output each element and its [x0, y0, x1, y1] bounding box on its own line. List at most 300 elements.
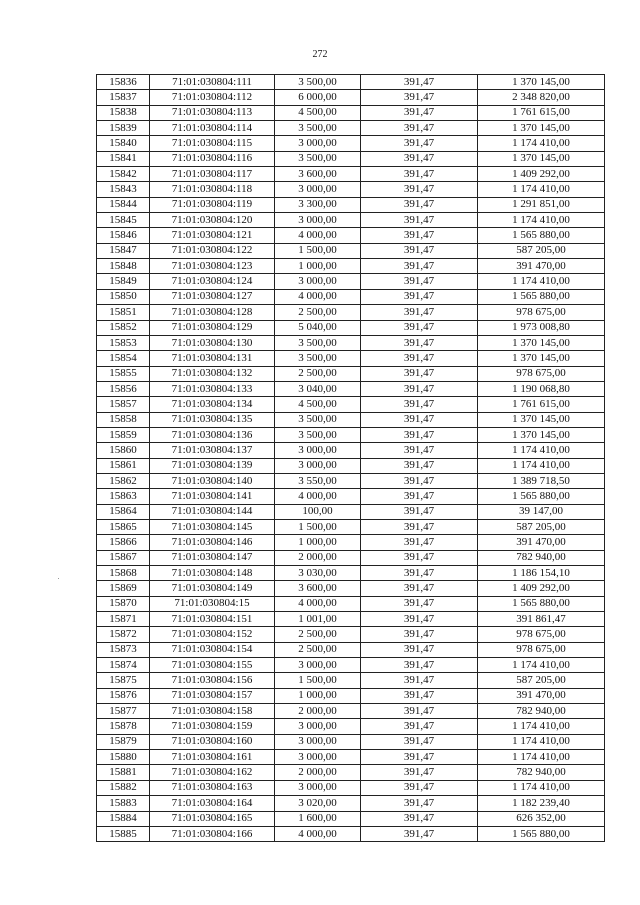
value-cell: 1 565 880,00: [478, 826, 605, 841]
table-row: [97, 412, 605, 427]
row-number-cell: 15842: [97, 167, 150, 182]
row-number-cell: 15861: [97, 458, 150, 473]
area-cell: 1 001,00: [275, 612, 361, 627]
row-number-cell: 15850: [97, 289, 150, 304]
cadastral-number-cell: 71:01:030804:122: [150, 243, 275, 258]
row-number-cell: 15873: [97, 642, 150, 657]
value-cell: 391 861,47: [478, 612, 605, 627]
value-cell: 978 675,00: [478, 627, 605, 642]
table-row: [97, 796, 605, 811]
table-row: [97, 243, 605, 258]
rate-cell: 391,47: [361, 427, 478, 442]
row-number-cell: 15881: [97, 765, 150, 780]
rate-cell: 391,47: [361, 658, 478, 673]
table-row: [97, 642, 605, 657]
rate-cell: 391,47: [361, 259, 478, 274]
rate-cell: 391,47: [361, 704, 478, 719]
cadastral-number-cell: 71:01:030804:136: [150, 427, 275, 442]
value-cell: 978 675,00: [478, 366, 605, 381]
cadastral-number-cell: 71:01:030804:154: [150, 642, 275, 657]
table-row: [97, 704, 605, 719]
area-cell: 3 000,00: [275, 780, 361, 795]
cadastral-number-cell: 71:01:030804:139: [150, 458, 275, 473]
rate-cell: 391,47: [361, 734, 478, 749]
value-cell: 782 940,00: [478, 550, 605, 565]
row-number-cell: 15840: [97, 136, 150, 151]
table-row: [97, 596, 605, 611]
cadastral-number-cell: 71:01:030804:15: [150, 596, 275, 611]
rate-cell: 391,47: [361, 397, 478, 412]
area-cell: 4 000,00: [275, 826, 361, 841]
rate-cell: 391,47: [361, 289, 478, 304]
table-row: [97, 381, 605, 396]
rate-cell: 391,47: [361, 228, 478, 243]
cadastral-number-cell: 71:01:030804:113: [150, 105, 275, 120]
cadastral-number-cell: 71:01:030804:140: [150, 473, 275, 488]
table-row: [97, 427, 605, 442]
area-cell: 3 000,00: [275, 136, 361, 151]
row-number-cell: 15882: [97, 780, 150, 795]
row-number-cell: 15836: [97, 75, 150, 90]
rate-cell: 391,47: [361, 243, 478, 258]
area-cell: 2 500,00: [275, 642, 361, 657]
table-row: [97, 289, 605, 304]
cadastral-number-cell: 71:01:030804:148: [150, 566, 275, 581]
value-cell: 1 409 292,00: [478, 167, 605, 182]
area-cell: 3 600,00: [275, 167, 361, 182]
table-row: [97, 719, 605, 734]
table-row: [97, 320, 605, 335]
row-number-cell: 15852: [97, 320, 150, 335]
rate-cell: 391,47: [361, 458, 478, 473]
area-cell: 3 600,00: [275, 581, 361, 596]
table-row: [97, 335, 605, 350]
value-cell: 1 174 410,00: [478, 734, 605, 749]
cadastral-number-cell: 71:01:030804:160: [150, 734, 275, 749]
table-row: [97, 627, 605, 642]
area-cell: 4 000,00: [275, 489, 361, 504]
table-row: [97, 351, 605, 366]
value-cell: 1 370 145,00: [478, 335, 605, 350]
row-number-cell: 15879: [97, 734, 150, 749]
rate-cell: 391,47: [361, 581, 478, 596]
row-number-cell: 15839: [97, 121, 150, 136]
area-cell: 3 500,00: [275, 121, 361, 136]
value-cell: 1 761 615,00: [478, 105, 605, 120]
row-number-cell: 15856: [97, 381, 150, 396]
cadastral-number-cell: 71:01:030804:112: [150, 90, 275, 105]
cadastral-number-cell: 71:01:030804:144: [150, 504, 275, 519]
area-cell: 1 000,00: [275, 688, 361, 703]
value-cell: 1 370 145,00: [478, 412, 605, 427]
cadastral-number-cell: 71:01:030804:165: [150, 811, 275, 826]
value-cell: 1 370 145,00: [478, 75, 605, 90]
table-row: [97, 121, 605, 136]
rate-cell: 391,47: [361, 765, 478, 780]
area-cell: 2 000,00: [275, 704, 361, 719]
value-cell: 782 940,00: [478, 765, 605, 780]
value-cell: 1 291 851,00: [478, 197, 605, 212]
area-cell: 3 000,00: [275, 458, 361, 473]
value-cell: 1 190 068,80: [478, 381, 605, 396]
row-number-cell: 15864: [97, 504, 150, 519]
cadastral-number-cell: 71:01:030804:158: [150, 704, 275, 719]
value-cell: 587 205,00: [478, 519, 605, 534]
cadastral-number-cell: 71:01:030804:156: [150, 673, 275, 688]
row-number-cell: 15845: [97, 213, 150, 228]
value-cell: 1 174 410,00: [478, 274, 605, 289]
area-cell: 2 000,00: [275, 550, 361, 565]
area-cell: 4 500,00: [275, 397, 361, 412]
value-cell: 1 370 145,00: [478, 121, 605, 136]
value-cell: 391 470,00: [478, 688, 605, 703]
cadastral-number-cell: 71:01:030804:128: [150, 305, 275, 320]
row-number-cell: 15868: [97, 566, 150, 581]
row-number-cell: 15846: [97, 228, 150, 243]
table-row: [97, 489, 605, 504]
row-number-cell: 15867: [97, 550, 150, 565]
rate-cell: 391,47: [361, 642, 478, 657]
area-cell: 3 500,00: [275, 351, 361, 366]
value-cell: 1 174 410,00: [478, 182, 605, 197]
area-cell: 3 500,00: [275, 412, 361, 427]
table-row: [97, 458, 605, 473]
rate-cell: 391,47: [361, 796, 478, 811]
table-row: [97, 105, 605, 120]
area-cell: 3 000,00: [275, 182, 361, 197]
rate-cell: 391,47: [361, 105, 478, 120]
area-cell: 3 030,00: [275, 566, 361, 581]
value-cell: 1 186 154,10: [478, 566, 605, 581]
row-number-cell: 15874: [97, 658, 150, 673]
row-number-cell: 15883: [97, 796, 150, 811]
value-cell: 1 565 880,00: [478, 289, 605, 304]
rate-cell: 391,47: [361, 688, 478, 703]
table-row: [97, 136, 605, 151]
table-row: [97, 688, 605, 703]
table-row: [97, 228, 605, 243]
cadastral-number-cell: 71:01:030804:135: [150, 412, 275, 427]
value-cell: 1 174 410,00: [478, 750, 605, 765]
rate-cell: 391,47: [361, 197, 478, 212]
row-number-cell: 15866: [97, 535, 150, 550]
rate-cell: 391,47: [361, 596, 478, 611]
cadastral-number-cell: 71:01:030804:159: [150, 719, 275, 734]
value-cell: 1 389 718,50: [478, 473, 605, 488]
table-row: [97, 535, 605, 550]
cadastral-number-cell: 71:01:030804:117: [150, 167, 275, 182]
row-number-cell: 15858: [97, 412, 150, 427]
rate-cell: 391,47: [361, 351, 478, 366]
value-cell: 1 370 145,00: [478, 427, 605, 442]
area-cell: 1 000,00: [275, 259, 361, 274]
value-cell: 39 147,00: [478, 504, 605, 519]
area-cell: 3 000,00: [275, 658, 361, 673]
cadastral-number-cell: 71:01:030804:147: [150, 550, 275, 565]
row-number-cell: 15860: [97, 443, 150, 458]
area-cell: 3 000,00: [275, 750, 361, 765]
cadastral-number-cell: 71:01:030804:120: [150, 213, 275, 228]
cadastral-number-cell: 71:01:030804:123: [150, 259, 275, 274]
row-number-cell: 15849: [97, 274, 150, 289]
row-number-cell: 15857: [97, 397, 150, 412]
table-row: [97, 75, 605, 90]
value-cell: 391 470,00: [478, 259, 605, 274]
rate-cell: 391,47: [361, 612, 478, 627]
value-cell: 1 174 410,00: [478, 719, 605, 734]
rate-cell: 391,47: [361, 381, 478, 396]
table-row: [97, 473, 605, 488]
value-cell: 1 370 145,00: [478, 151, 605, 166]
cadastral-number-cell: 71:01:030804:166: [150, 826, 275, 841]
value-cell: 1 565 880,00: [478, 596, 605, 611]
rate-cell: 391,47: [361, 535, 478, 550]
cadastral-number-cell: 71:01:030804:124: [150, 274, 275, 289]
area-cell: 2 500,00: [275, 305, 361, 320]
row-number-cell: 15847: [97, 243, 150, 258]
cadastral-number-cell: 71:01:030804:163: [150, 780, 275, 795]
cadastral-number-cell: 71:01:030804:164: [150, 796, 275, 811]
cadastral-number-cell: 71:01:030804:115: [150, 136, 275, 151]
table-row: [97, 780, 605, 795]
row-number-cell: 15837: [97, 90, 150, 105]
cadastral-number-cell: 71:01:030804:129: [150, 320, 275, 335]
row-number-cell: 15859: [97, 427, 150, 442]
value-cell: 1 174 410,00: [478, 780, 605, 795]
cadastral-number-cell: 71:01:030804:146: [150, 535, 275, 550]
area-cell: 4 000,00: [275, 289, 361, 304]
area-cell: 4 000,00: [275, 596, 361, 611]
area-cell: 3 000,00: [275, 734, 361, 749]
rate-cell: 391,47: [361, 182, 478, 197]
row-number-cell: 15841: [97, 151, 150, 166]
row-number-cell: 15885: [97, 826, 150, 841]
row-number-cell: 15854: [97, 351, 150, 366]
value-cell: 1 174 410,00: [478, 443, 605, 458]
table-row: [97, 397, 605, 412]
cadastral-number-cell: 71:01:030804:152: [150, 627, 275, 642]
table-row: [97, 550, 605, 565]
rate-cell: 391,47: [361, 366, 478, 381]
row-number-cell: 15870: [97, 596, 150, 611]
rate-cell: 391,47: [361, 75, 478, 90]
area-cell: 3 500,00: [275, 427, 361, 442]
row-number-cell: 15838: [97, 105, 150, 120]
area-cell: 2 500,00: [275, 627, 361, 642]
rate-cell: 391,47: [361, 504, 478, 519]
value-cell: 978 675,00: [478, 642, 605, 657]
value-cell: 391 470,00: [478, 535, 605, 550]
area-cell: 4 000,00: [275, 228, 361, 243]
cadastral-number-cell: 71:01:030804:133: [150, 381, 275, 396]
table-row: [97, 519, 605, 534]
area-cell: 3 040,00: [275, 381, 361, 396]
table-row: [97, 197, 605, 212]
area-cell: 1 500,00: [275, 243, 361, 258]
table-row: [97, 673, 605, 688]
table-row: [97, 167, 605, 182]
area-cell: 5 040,00: [275, 320, 361, 335]
cadastral-number-cell: 71:01:030804:145: [150, 519, 275, 534]
cadastral-number-cell: 71:01:030804:121: [150, 228, 275, 243]
table-row: [97, 213, 605, 228]
area-cell: 1 500,00: [275, 673, 361, 688]
margin-mark: [58, 578, 59, 579]
area-cell: 3 000,00: [275, 213, 361, 228]
table-row: [97, 826, 605, 841]
row-number-cell: 15863: [97, 489, 150, 504]
cadastral-number-cell: 71:01:030804:161: [150, 750, 275, 765]
table-row: [97, 274, 605, 289]
area-cell: 3 500,00: [275, 335, 361, 350]
area-cell: 2 000,00: [275, 765, 361, 780]
area-cell: 6 000,00: [275, 90, 361, 105]
area-cell: 4 500,00: [275, 105, 361, 120]
value-cell: 587 205,00: [478, 243, 605, 258]
table-row: [97, 566, 605, 581]
area-cell: 3 500,00: [275, 151, 361, 166]
cadastral-number-cell: 71:01:030804:132: [150, 366, 275, 381]
rate-cell: 391,47: [361, 136, 478, 151]
area-cell: 3 550,00: [275, 473, 361, 488]
value-cell: 1 409 292,00: [478, 581, 605, 596]
value-cell: 2 348 820,00: [478, 90, 605, 105]
table-row: [97, 366, 605, 381]
parcel-table: [96, 74, 605, 842]
rate-cell: 391,47: [361, 566, 478, 581]
table-row: [97, 750, 605, 765]
table-row: [97, 612, 605, 627]
page-number: 272: [312, 49, 328, 60]
row-number-cell: 15877: [97, 704, 150, 719]
table-row: [97, 581, 605, 596]
row-number-cell: 15851: [97, 305, 150, 320]
cadastral-number-cell: 71:01:030804:114: [150, 121, 275, 136]
rate-cell: 391,47: [361, 780, 478, 795]
value-cell: 1 565 880,00: [478, 489, 605, 504]
table-row: [97, 658, 605, 673]
rate-cell: 391,47: [361, 826, 478, 841]
area-cell: 1 600,00: [275, 811, 361, 826]
rate-cell: 391,47: [361, 719, 478, 734]
cadastral-number-cell: 71:01:030804:118: [150, 182, 275, 197]
area-cell: 3 300,00: [275, 197, 361, 212]
rate-cell: 391,47: [361, 213, 478, 228]
value-cell: 587 205,00: [478, 673, 605, 688]
area-cell: 1 500,00: [275, 519, 361, 534]
row-number-cell: 15872: [97, 627, 150, 642]
value-cell: 1 565 880,00: [478, 228, 605, 243]
row-number-cell: 15880: [97, 750, 150, 765]
table-row: [97, 259, 605, 274]
value-cell: 1 370 145,00: [478, 351, 605, 366]
rate-cell: 391,47: [361, 473, 478, 488]
rate-cell: 391,47: [361, 121, 478, 136]
rate-cell: 391,47: [361, 811, 478, 826]
table-row: [97, 504, 605, 519]
row-number-cell: 15869: [97, 581, 150, 596]
cadastral-number-cell: 71:01:030804:131: [150, 351, 275, 366]
cadastral-number-cell: 71:01:030804:119: [150, 197, 275, 212]
table-row: [97, 443, 605, 458]
table-row: [97, 151, 605, 166]
rate-cell: 391,47: [361, 550, 478, 565]
rate-cell: 391,47: [361, 627, 478, 642]
area-cell: 3 020,00: [275, 796, 361, 811]
value-cell: 1 761 615,00: [478, 397, 605, 412]
rate-cell: 391,47: [361, 305, 478, 320]
row-number-cell: 15876: [97, 688, 150, 703]
rate-cell: 391,47: [361, 750, 478, 765]
value-cell: 1 174 410,00: [478, 658, 605, 673]
rate-cell: 391,47: [361, 167, 478, 182]
row-number-cell: 15855: [97, 366, 150, 381]
area-cell: 3 000,00: [275, 443, 361, 458]
area-cell: 100,00: [275, 504, 361, 519]
row-number-cell: 15878: [97, 719, 150, 734]
row-number-cell: 15865: [97, 519, 150, 534]
value-cell: 1 174 410,00: [478, 136, 605, 151]
rate-cell: 391,47: [361, 151, 478, 166]
cadastral-number-cell: 71:01:030804:134: [150, 397, 275, 412]
value-cell: 978 675,00: [478, 305, 605, 320]
table-row: [97, 182, 605, 197]
rate-cell: 391,47: [361, 489, 478, 504]
table-row: [97, 734, 605, 749]
row-number-cell: 15875: [97, 673, 150, 688]
rate-cell: 391,47: [361, 274, 478, 289]
table-row: [97, 305, 605, 320]
value-cell: 1 174 410,00: [478, 458, 605, 473]
row-number-cell: 15884: [97, 811, 150, 826]
area-cell: 1 000,00: [275, 535, 361, 550]
cadastral-number-cell: 71:01:030804:151: [150, 612, 275, 627]
cadastral-number-cell: 71:01:030804:130: [150, 335, 275, 350]
table-body: [97, 75, 605, 842]
cadastral-number-cell: 71:01:030804:157: [150, 688, 275, 703]
rate-cell: 391,47: [361, 443, 478, 458]
value-cell: 1 182 239,40: [478, 796, 605, 811]
row-number-cell: 15853: [97, 335, 150, 350]
row-number-cell: 15848: [97, 259, 150, 274]
rate-cell: 391,47: [361, 673, 478, 688]
value-cell: 626 352,00: [478, 811, 605, 826]
cadastral-number-cell: 71:01:030804:162: [150, 765, 275, 780]
rate-cell: 391,47: [361, 335, 478, 350]
row-number-cell: 15862: [97, 473, 150, 488]
rate-cell: 391,47: [361, 519, 478, 534]
row-number-cell: 15871: [97, 612, 150, 627]
cadastral-number-cell: 71:01:030804:116: [150, 151, 275, 166]
rate-cell: 391,47: [361, 412, 478, 427]
table-row: [97, 811, 605, 826]
area-cell: 3 000,00: [275, 719, 361, 734]
table-row: [97, 90, 605, 105]
area-cell: 2 500,00: [275, 366, 361, 381]
value-cell: 1 174 410,00: [478, 213, 605, 228]
value-cell: 782 940,00: [478, 704, 605, 719]
table-row: [97, 765, 605, 780]
row-number-cell: 15843: [97, 182, 150, 197]
cadastral-number-cell: 71:01:030804:137: [150, 443, 275, 458]
cadastral-number-cell: 71:01:030804:127: [150, 289, 275, 304]
cadastral-number-cell: 71:01:030804:149: [150, 581, 275, 596]
area-cell: 3 500,00: [275, 75, 361, 90]
cadastral-number-cell: 71:01:030804:111: [150, 75, 275, 90]
cadastral-number-cell: 71:01:030804:155: [150, 658, 275, 673]
rate-cell: 391,47: [361, 90, 478, 105]
area-cell: 3 000,00: [275, 274, 361, 289]
